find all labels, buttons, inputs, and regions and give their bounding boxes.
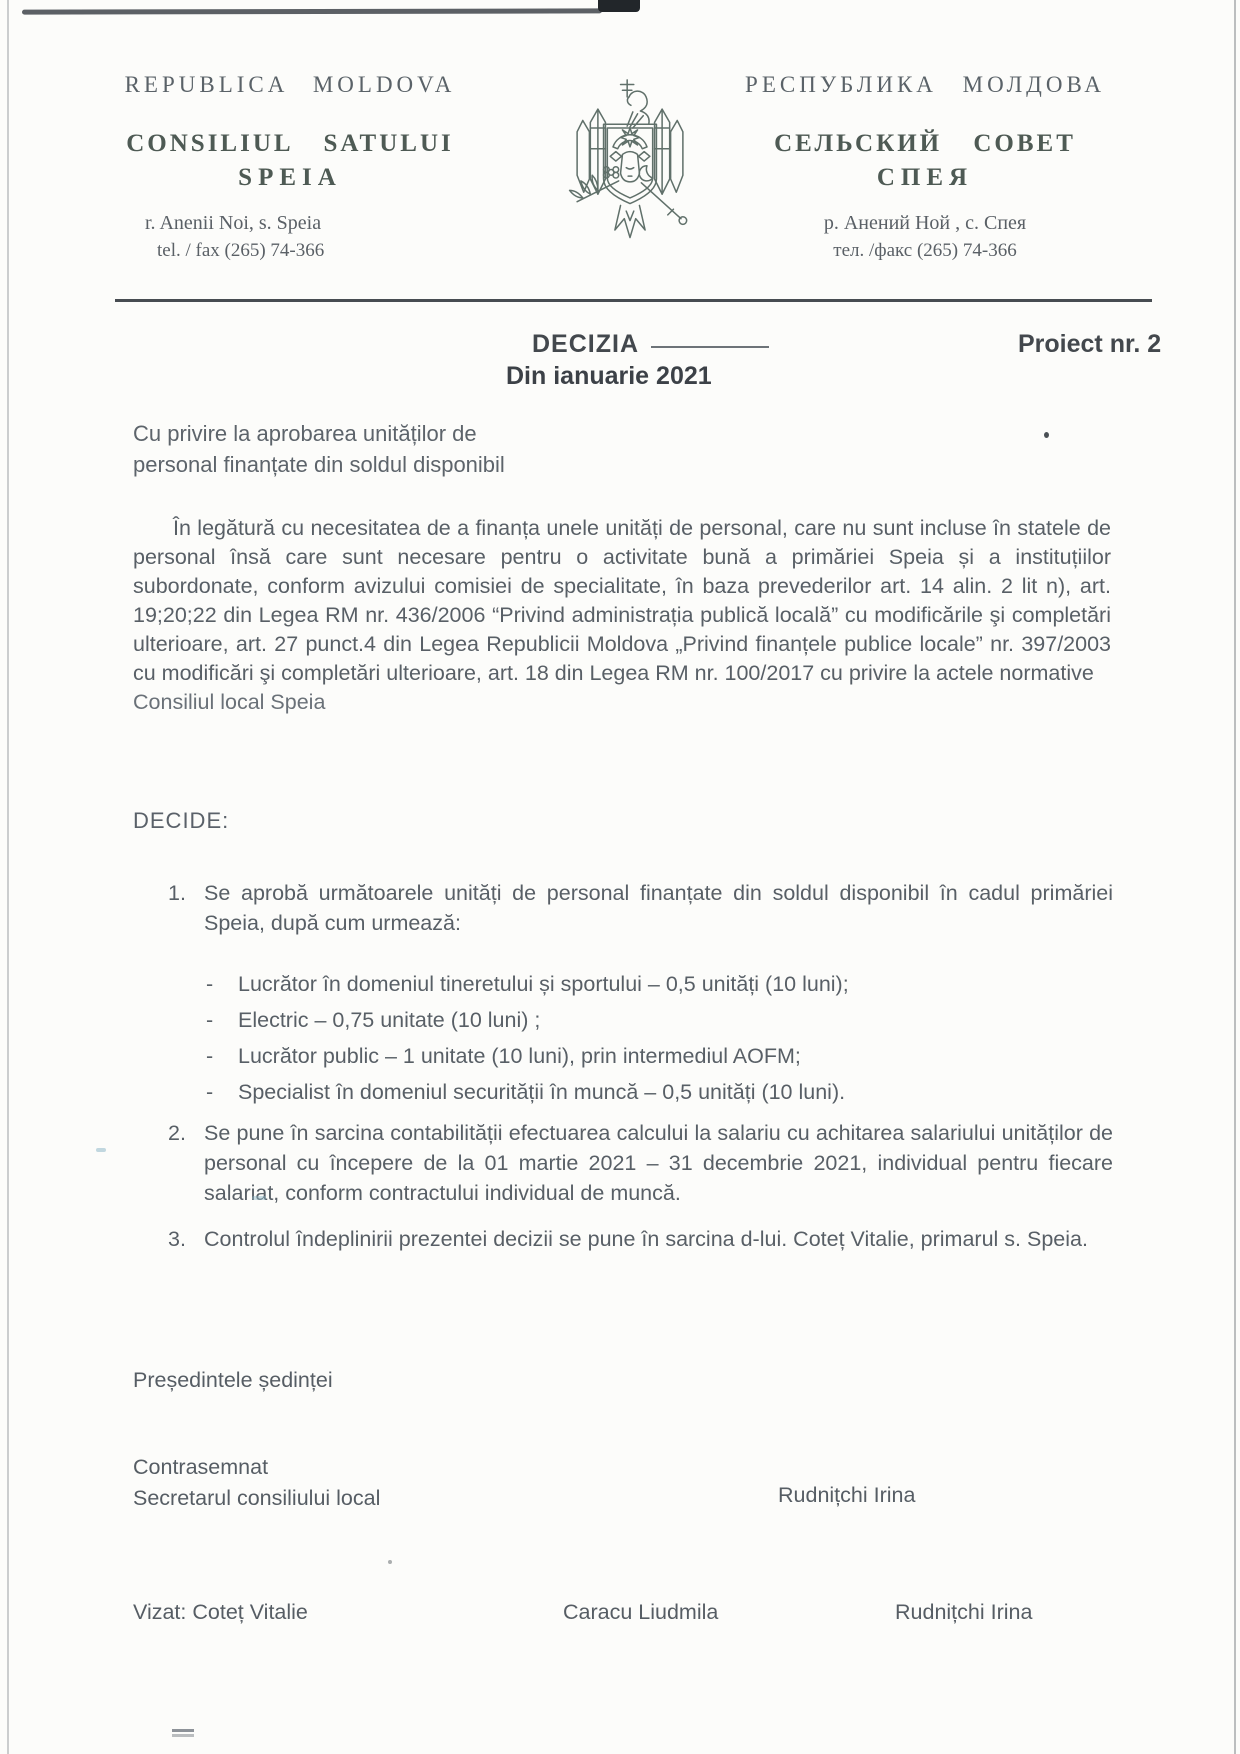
scan-artifact-dot xyxy=(1044,432,1049,438)
letterhead-right xyxy=(700,72,1150,282)
list-item xyxy=(206,1038,1113,1074)
subject-line-2: personal finanțate din soldul disponibil xyxy=(133,452,505,477)
decision-number-blank xyxy=(651,346,769,348)
list-item xyxy=(168,878,1113,938)
scan-artifact-left-edge xyxy=(7,0,9,1754)
header-divider xyxy=(115,299,1152,302)
list-item xyxy=(206,1002,1113,1038)
president-signature-label: Președintele ședinței xyxy=(133,1368,333,1392)
bullet-dash: - xyxy=(206,1044,214,1068)
preamble-block xyxy=(133,514,1111,717)
address-ro: r. Anenii Noi, s. Speia xyxy=(145,212,322,234)
item-number: 3. xyxy=(168,1227,186,1251)
preamble-issuer: Consiliul local Speia xyxy=(133,690,326,714)
org-name-ru-line1: СЕЛЬСКИЙ СОВЕТ xyxy=(774,130,1076,157)
item-number: 2. xyxy=(168,1121,186,1145)
list-item xyxy=(168,1118,1113,1208)
scan-artifact-speck xyxy=(96,1148,106,1152)
subitem-text: Lucrător în domeniul tineretului și sportului – 0,5 unități (10 luni); xyxy=(238,972,849,996)
scan-artifact-top-blob xyxy=(598,0,640,12)
scan-artifact-dot xyxy=(388,1560,392,1564)
project-number: Proiect nr. 2 xyxy=(1018,330,1162,358)
decision-list xyxy=(168,878,1113,1254)
decision-title xyxy=(532,330,769,359)
item-text: Controlul îndeplinirii prezentei decizii se pune în sarcina d-lui. Coteț Vitalie, primarul s. Speia. xyxy=(204,1227,1088,1251)
address-ru: р. Анений Ной , с. Спея xyxy=(823,212,1027,234)
secretary-name: Rudnițchi Irina xyxy=(778,1483,916,1507)
decision-date: Din ianuarie 2021 xyxy=(506,362,712,390)
item-number: 1. xyxy=(168,881,186,905)
letterhead-left xyxy=(95,72,485,282)
preamble-text: În legătură cu necesitatea de a finanța unele unități de personal, care nu sunt incluse în statele de personal însă care sunt necesare pentru o activitate bună a primăriei Speia și a instituțiilor subordonate, conform avizului comisiei de specialitate, în baza prevederilor art. 14 alin. 2 lit n), art. 19;20;22 din Legea RM nr. 436/2006 “Privind administrația publică locală” cu modificările şi completări ulterioare, art. 27 punct.4 din Legea Republicii Moldova „Privind finanțele publice locale” nr. 397/2003 cu modificări şi completări ulterioare, art. 18 din Legea RM nr. 100/2017 cu privire la actele normative xyxy=(133,516,1111,685)
moldova-coat-of-arms-icon xyxy=(545,74,715,255)
list-item xyxy=(206,1074,1113,1110)
item-text: Se pune în sarcina contabilității efectuarea calcului la salariu cu achitarea salariului unităților de personal cu începere de la 01 martie 2021 – 31 decembrie 2021, individual pentru fiecare salariat, conform contractului individual de muncă. xyxy=(204,1121,1113,1205)
secretary-name-2: Rudnițchi Irina xyxy=(895,1600,1033,1624)
list-item xyxy=(206,966,1113,1002)
scan-artifact-bottom-mark xyxy=(172,1729,194,1732)
decide-label: DECIDE: xyxy=(133,808,230,833)
staff-units-sublist xyxy=(206,966,1113,1110)
bullet-dash: - xyxy=(206,1008,214,1032)
org-name-ru-line2: СПЕЯ xyxy=(876,164,974,191)
countersign-block xyxy=(133,1452,380,1514)
bullet-dash: - xyxy=(206,972,214,996)
subitem-text: Lucrător public – 1 unitate (10 luni), prin intermediul AOFM; xyxy=(238,1044,801,1068)
accountant-name: Caracu Liudmila xyxy=(563,1600,719,1624)
subitem-text: Electric – 0,75 unitate (10 luni) ; xyxy=(238,1008,541,1032)
countersign-label: Contrasemnat xyxy=(133,1455,269,1479)
decision-subject xyxy=(133,418,505,480)
subject-line-1: Cu privire la aprobarea unităților de xyxy=(133,421,477,446)
item-text: Se aprobă următoarele unități de personal finanțate din soldul disponibil în cadul primăriei Speia, după cum urmează: xyxy=(204,881,1113,935)
country-name-ro: REPUBLICA MOLDOVA xyxy=(124,72,456,97)
list-item xyxy=(168,1224,1113,1254)
org-name-ro-line1: CONSILIUL SATULUI xyxy=(126,130,454,157)
country-name-ru: РЕСПУБЛИКА МОЛДОВА xyxy=(745,72,1105,97)
phone-ru: тел. /факс (265) 74-366 xyxy=(833,240,1017,261)
bullet-dash: - xyxy=(206,1080,214,1104)
approved-by-label: Vizat: Coteț Vitalie xyxy=(133,1600,308,1624)
decision-title-label: DECIZIA xyxy=(532,330,639,358)
phone-ro: tel. / fax (265) 74-366 xyxy=(157,240,325,261)
scan-artifact-top-streak xyxy=(22,8,602,14)
secretary-title-label: Secretarul consiliului local xyxy=(133,1486,381,1510)
scan-artifact-right-edge xyxy=(1234,0,1236,1754)
subitem-text: Specialist în domeniul securității în muncă – 0,5 unități (10 luni). xyxy=(238,1080,846,1104)
org-name-ro-line2: SPEIA xyxy=(238,164,342,191)
